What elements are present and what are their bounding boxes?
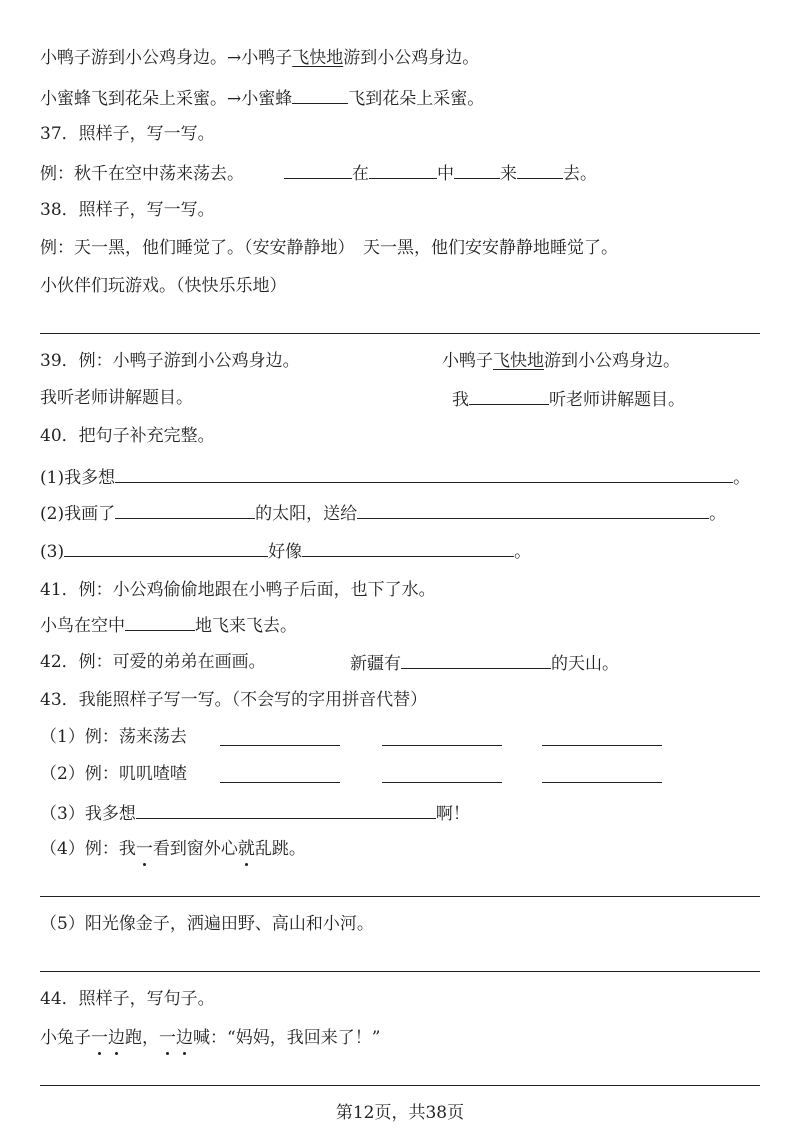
q38-prompt: 小伙伴们玩游戏。（快快乐乐地） <box>40 276 287 296</box>
answer-blank[interactable] <box>382 727 502 746</box>
q41-example: 41．例：小公鸡偷偷地跟在小鸭子后面，也下了水。 <box>40 580 436 600</box>
q40-s3: (3) 好像 。 <box>40 538 762 562</box>
answer-blank[interactable] <box>292 85 348 104</box>
q38-example: 例：天一黑，他们睡觉了。（安安静静地） 天一黑，他们安安静静地睡觉了。 <box>40 238 618 258</box>
answer-blank[interactable] <box>136 800 436 819</box>
q42-example: 42．例：可爱的弟弟在画画。 新疆有 的天山。 <box>40 652 619 674</box>
answer-blank[interactable] <box>542 764 662 783</box>
answer-blank[interactable] <box>401 650 551 669</box>
q37-title: 37．照样子，写一写。 <box>40 124 215 144</box>
q40-s2: (2)我画了 的太阳，送给 。 <box>40 500 762 524</box>
q43-p2: （2）例：叽叽喳喳 <box>40 762 762 786</box>
q43-p1: （1）例：荡来荡去 <box>40 725 762 749</box>
emphasis-char: 一 <box>135 839 153 859</box>
q43-p3: （3）我多想 啊！ <box>40 800 762 824</box>
underlined-word: 飞快地 <box>292 48 344 68</box>
answer-line[interactable] <box>40 1085 760 1086</box>
page-footer: 第12页，共38页 <box>335 1103 465 1123</box>
emphasis-char: 一 <box>91 1028 108 1048</box>
answer-blank[interactable] <box>220 764 340 783</box>
underlined-word: 飞快地 <box>493 351 544 371</box>
q43-p4: （4）例：我一看到窗外心就乱跳。 <box>40 839 306 859</box>
q38-title: 38．照样子，写一写。 <box>40 200 215 220</box>
answer-blank[interactable] <box>357 500 709 519</box>
answer-blank[interactable] <box>542 727 662 746</box>
answer-blank[interactable] <box>115 500 255 519</box>
q40-title: 40．把句子补充完整。 <box>40 426 215 446</box>
q37-example: 例：秋千在空中荡来荡去。 在 中 来 去。 <box>40 160 762 184</box>
emphasis-char: 就 <box>237 839 255 859</box>
q43-p5: （5）阳光像金子，洒遍田野、高山和小河。 <box>40 914 374 934</box>
answer-blank[interactable] <box>64 538 268 557</box>
q44-example: 小兔子一边跑，一边喊：“妈妈，我回来了！” <box>40 1028 381 1048</box>
q44-title: 44．照样子，写句子。 <box>40 989 215 1009</box>
answer-blank[interactable] <box>382 764 502 783</box>
answer-blank[interactable] <box>284 160 352 179</box>
q43-title: 43．我能照样子写一写。（不会写的字用拼音代替） <box>40 690 428 710</box>
answer-blank[interactable] <box>469 386 549 405</box>
answer-line[interactable] <box>40 896 760 897</box>
q36-line1: 小鸭子游到小公鸡身边。→小鸭子飞快地游到小公鸡身边。 <box>40 48 480 68</box>
answer-blank[interactable] <box>115 464 733 483</box>
emphasis-char: 边 <box>176 1028 193 1048</box>
answer-blank[interactable] <box>302 538 514 557</box>
answer-blank[interactable] <box>454 160 500 179</box>
q40-s1: (1)我多想 。 <box>40 464 762 488</box>
q39-prompt: 我听老师讲解题目。 我 听老师讲解题目。 <box>40 388 685 410</box>
emphasis-char: 一 <box>159 1028 176 1048</box>
answer-blank[interactable] <box>220 727 340 746</box>
q36-line2: 小蜜蜂飞到花朵上采蜜。→小蜜蜂 飞到花朵上采蜜。 <box>40 85 762 109</box>
answer-line[interactable] <box>40 971 760 972</box>
q41-prompt: 小鸟在空中 地飞来飞去。 <box>40 612 762 636</box>
answer-blank[interactable] <box>369 160 437 179</box>
answer-line[interactable] <box>40 333 760 334</box>
emphasis-char: 边 <box>108 1028 125 1048</box>
q39-example: 39．例：小鸭子游到小公鸡身边。 小鸭子飞快地游到小公鸡身边。 <box>40 351 680 371</box>
answer-blank[interactable] <box>517 160 563 179</box>
answer-blank[interactable] <box>125 612 195 631</box>
